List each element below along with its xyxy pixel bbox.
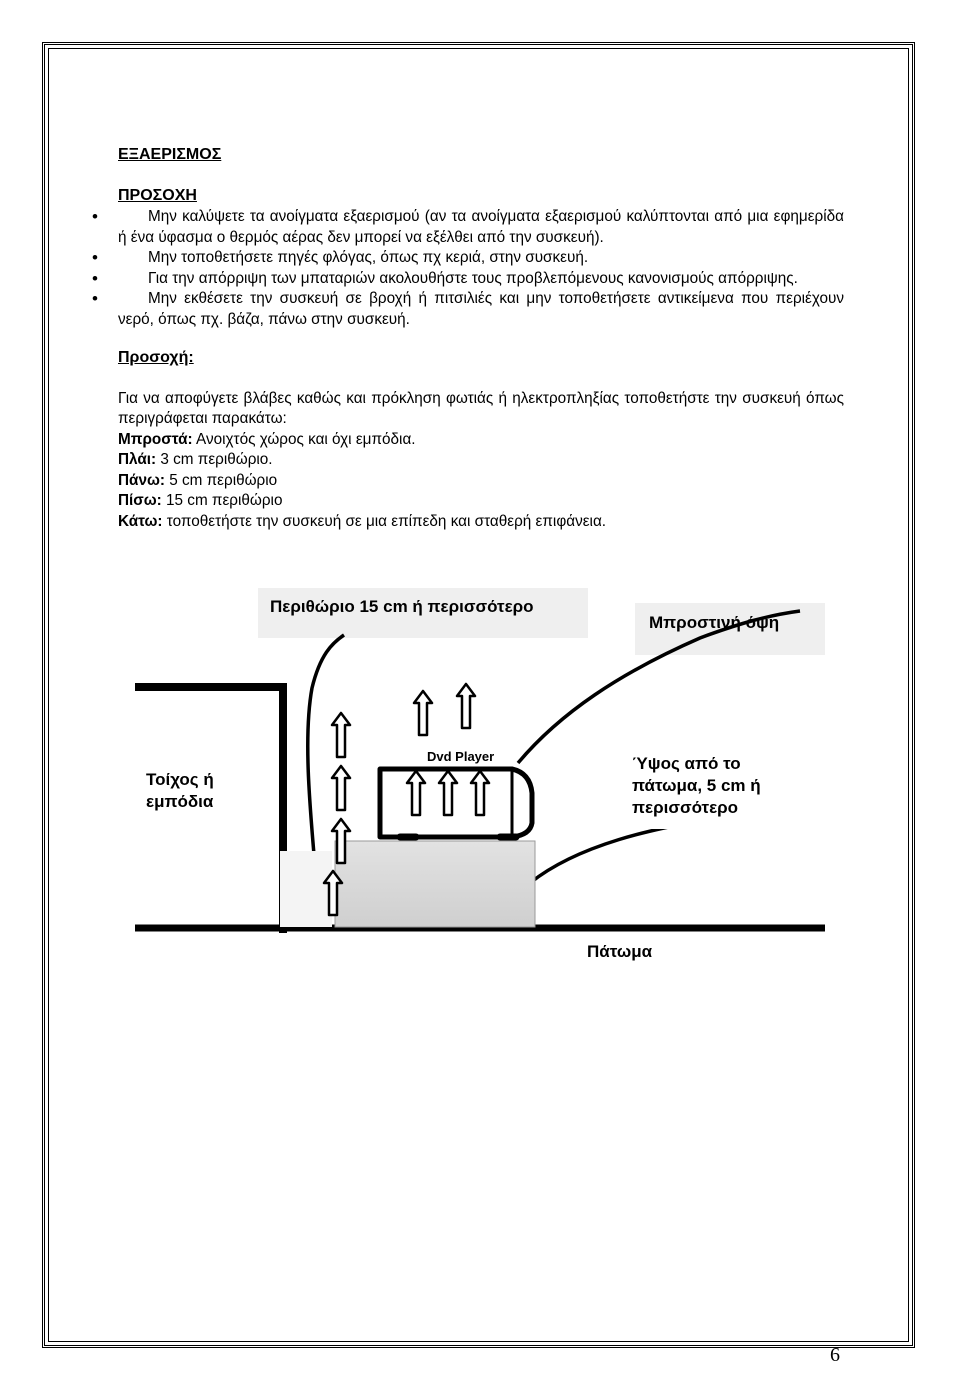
wall-label xyxy=(146,769,214,813)
caution-title: ΠΡΟΣΟΧΗ xyxy=(118,186,197,204)
spec-value: 3 cm περιθώριο. xyxy=(156,451,273,468)
wall-label-line: εμπόδια xyxy=(146,792,214,811)
stand-box xyxy=(335,841,535,927)
page-number: 6 xyxy=(830,1344,840,1366)
spec-label: Κάτω: xyxy=(118,512,163,530)
list-item: • Μην καλύψετε τα ανοίγματα εξαερισμού (αν τα ανοίγματα εξαερισμού καλύπτονται από μια εφημερίδα ή ένα ύφασμα ο θερμός αέρας δεν μπορεί να εξέλθει από την συσκευή). xyxy=(118,207,844,248)
gap-shading xyxy=(280,851,332,927)
spec-front xyxy=(118,430,844,451)
height-label-line: πάτωμα, 5 cm ή xyxy=(632,776,761,795)
spec-value: τοποθετήστε την συσκευή σε μια επίπεδη και σταθερή επιφάνεια. xyxy=(162,512,607,530)
spec-label: Πάνω: xyxy=(118,471,165,489)
top-margin-label: Περιθώριο 15 cm ή περισσότερο xyxy=(270,597,534,616)
note-title: Προσοχή: xyxy=(118,349,194,366)
height-label-line: Ύψος από το xyxy=(632,754,741,773)
arrow-up-icon xyxy=(457,684,475,728)
content xyxy=(118,145,844,532)
spec-bottom xyxy=(118,512,844,533)
spec-label: Πίσω: xyxy=(118,492,162,509)
wall-label-line: Τοίχος ή xyxy=(146,770,214,789)
spec-top xyxy=(118,471,844,492)
list-item: • Μην εκθέσετε την συσκευή σε βροχή ή πιτσιλιές και μην τοποθετήσετε αντικείμενα που περιέχουν νερό, όπως πχ. βάζα, πάνω στην συσκευή. xyxy=(118,289,844,330)
arrow-up-icon xyxy=(332,766,350,810)
spec-label: Μπροστά: xyxy=(118,430,193,448)
front-view-label: Μπροστινή όψη xyxy=(649,613,780,632)
spec-side xyxy=(118,450,844,471)
height-label-line: περισσότερο xyxy=(632,798,739,817)
ventilation-diagram xyxy=(100,583,830,983)
dvd-player-device xyxy=(380,769,532,837)
section-title: ΕΞΑΕΡΙΣΜΟΣ xyxy=(118,146,222,163)
list-item: • Για την απόρριψη των μπαταριών ακολουθήστε τους προβλεπόμενους κανονισμούς απόρριψης. xyxy=(118,269,844,290)
device-label: Dvd Player xyxy=(427,749,495,764)
arrow-up-icon xyxy=(332,713,350,757)
spec-label: Πλάι: xyxy=(118,451,157,468)
caution-list xyxy=(118,207,844,330)
arrow-up-icon xyxy=(414,691,432,735)
height-label xyxy=(628,753,808,829)
spec-value: 15 cm περιθώριο xyxy=(161,492,283,509)
spec-value: 5 cm περιθώριο xyxy=(164,471,278,489)
note-intro: Για να αποφύγετε βλάβες καθώς και πρόκληση φωτιάς ή ηλεκτροπληξίας τοποθετήστε την συσκευή όπως περιγράφεται παρακάτω: xyxy=(118,389,844,427)
spec-back xyxy=(118,491,844,512)
floor-label: Πάτωμα xyxy=(587,942,653,961)
spec-value: Ανοιχτός χώρος και όχι εμπόδια. xyxy=(192,430,416,448)
list-item: • Μην τοποθετήσετε πηγές φλόγας, όπως πχ κεριά, στην συσκευή. xyxy=(118,248,844,269)
